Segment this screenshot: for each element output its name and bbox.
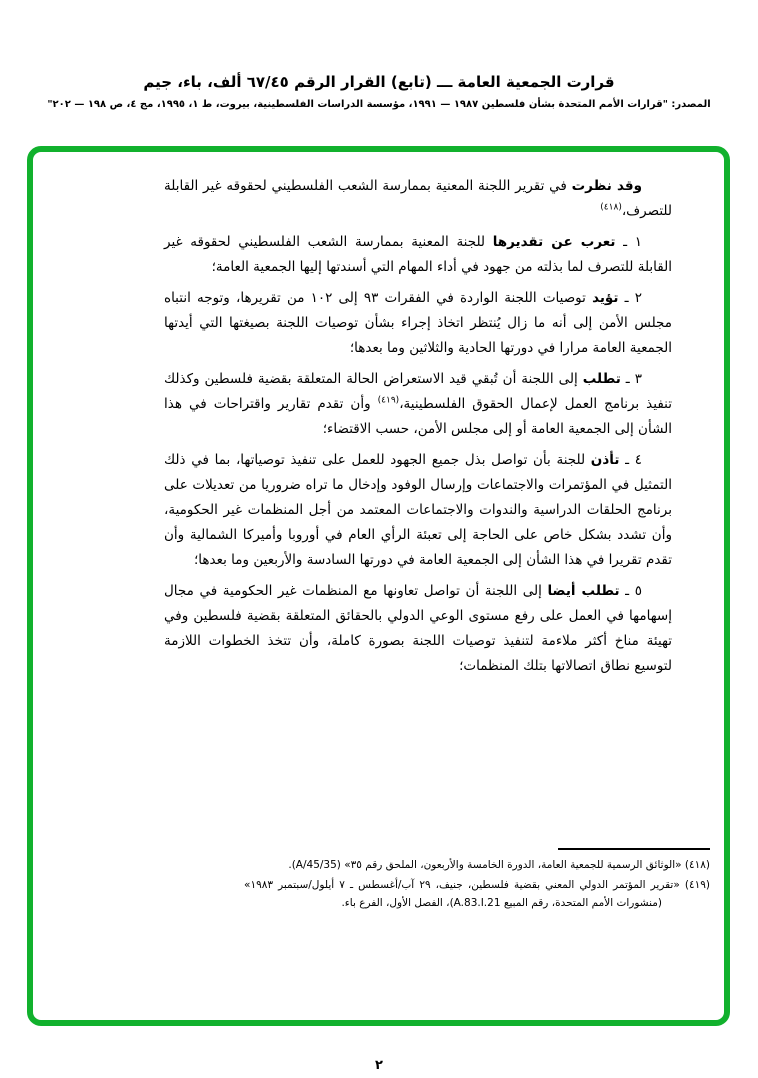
footnote-ref: (٤١٩) bbox=[377, 395, 400, 406]
text-segment: ١ ـ bbox=[615, 234, 642, 250]
document-title: قرارت الجمعية العامة ـــ (تابع) القرار الرقم ٦٧/٤٥ ألف، باء، جيم bbox=[143, 73, 615, 91]
page-number: ٢ bbox=[375, 1058, 383, 1073]
footnote bbox=[244, 876, 710, 912]
bold-text-segment: تؤيد bbox=[592, 290, 619, 306]
footnote-separator bbox=[558, 848, 710, 850]
footnote-text: «تقرير المؤتمر الدولي المعني بقضية فلسطين، جنيف، ٢٩ آب/أغسطس ـ ٧ أيلول/سبتمبر ١٩٨٣» (منشورات الأمم المتحدة، رقم المبيع A.83.I.21)، الفصل الأول، الفرع باء. bbox=[244, 879, 680, 909]
source-line: المصدر: "قرارات الأمم المتحدة بشأن فلسطين ١٩٨٧ — ١٩٩١، مؤسسة الدراسات الفلسطينية، بيروت، ط ١، ١٩٩٥، مج ٤، ص ١٩٨ — ٢٠٢" bbox=[47, 99, 711, 110]
bold-text-segment: تطلب أيضا bbox=[547, 583, 620, 599]
footnote-label: (٤١٨) bbox=[681, 859, 710, 871]
footnote bbox=[244, 856, 710, 874]
paragraph bbox=[164, 174, 672, 224]
text-segment: ٣ ـ bbox=[620, 371, 642, 387]
footnote-label: (٤١٩) bbox=[679, 879, 711, 891]
text-segment: إلى اللجنة أن تواصل تعاونها مع المنظمات غير الحكومية في مجال إسهامها في العمل على رفع مستوى الوعي الدولي بالحقائق المتعلقة بقضية فلسطين وفي تهيئة مناخ أكثر ملاءمة لتنفيذ توصيات اللجنة بصورة كاملة، وأن تتخذ الخطوات اللازمة لتوسيع نطاق اتصالاتها بتلك المنظمات؛ bbox=[164, 583, 672, 674]
text-segment: ٤ ـ bbox=[619, 452, 642, 468]
paragraph bbox=[164, 367, 672, 442]
footnote-text: «الوثائق الرسمية للجمعية العامة، الدورة الخامسة والأربعون، الملحق رقم ٣٥» (A/45/35). bbox=[288, 859, 682, 871]
bold-text-segment: تأذن bbox=[590, 452, 620, 468]
paragraph bbox=[164, 448, 672, 573]
text-segment: ٥ ـ bbox=[619, 583, 642, 599]
bold-text-segment: تعرب عن تقديرها bbox=[492, 234, 616, 250]
footnote-ref: (٤١٨) bbox=[600, 202, 622, 213]
paragraph bbox=[164, 579, 672, 679]
text-segment: إلى اللجنة أن تُبقي قيد الاستعراض الحالة المتعلقة بقضية فلسطين وكذلك تنفيذ برنامج العمل لإعمال الحقوق الفلسطينية، bbox=[164, 371, 673, 412]
text-segment: للجنة المعنية بممارسة الشعب الفلسطيني لحقوقه غير القابلة للتصرف لما بذلته من جهود في أداء المهام التي أسندتها إليها الجمعية العامة؛ bbox=[164, 234, 672, 275]
paragraph bbox=[164, 230, 672, 280]
footnote-section bbox=[244, 848, 710, 914]
paragraph bbox=[164, 286, 672, 361]
footnote-list bbox=[244, 856, 710, 912]
text-segment: وأن تقدم تقارير واقتراحات في هذا الشأن إلى الجمعية العامة أو إلى مجلس الأمن، حسب الاقتضاء؛ bbox=[164, 396, 672, 437]
text-segment: في تقرير اللجنة المعنية بممارسة الشعب الفلسطيني لحقوقه غير القابلة للتصرف، bbox=[164, 178, 672, 219]
bold-text-segment: وقد نظرت bbox=[571, 178, 642, 194]
document-body bbox=[164, 174, 672, 685]
page-header bbox=[0, 72, 758, 112]
text-segment: ٢ ـ bbox=[618, 290, 642, 306]
text-segment: للجنة بأن تواصل بذل جميع الجهود للعمل على تنفيذ توصياتها، بما في ذلك التمثيل في المؤتمرات والاجتماعات وإرسال الوفود وإدخال ما تراه ضروريا من تعديلات على برنامج الحلقات الدراسية والندوات والاجتماعات المعتمد من أجل المنظمات غير الحكومية، وأن تشدد بشكل خاص على الحاجة إلى تعبئة الرأي العام في أوروبا وأميركا الشمالية وأن تقدم تقريرا في هذا الشأن إلى الجمعية العامة في دورتها السادسة والأربعين وما بعدها؛ bbox=[164, 452, 672, 568]
bold-text-segment: تطلب bbox=[582, 371, 621, 387]
text-segment: توصيات اللجنة الواردة في الفقرات ٩٣ إلى ١٠٢ من تقريرها، وتوجه انتباه مجلس الأمن إلى أنه ما زال يُنتظر اتخاذ إجراء بشأن توصيات اللجنة بصيغتها التي أيدتها الجمعية العامة مرارا في دورتها الحادية والثلاثين وما بعدها؛ bbox=[164, 290, 672, 356]
